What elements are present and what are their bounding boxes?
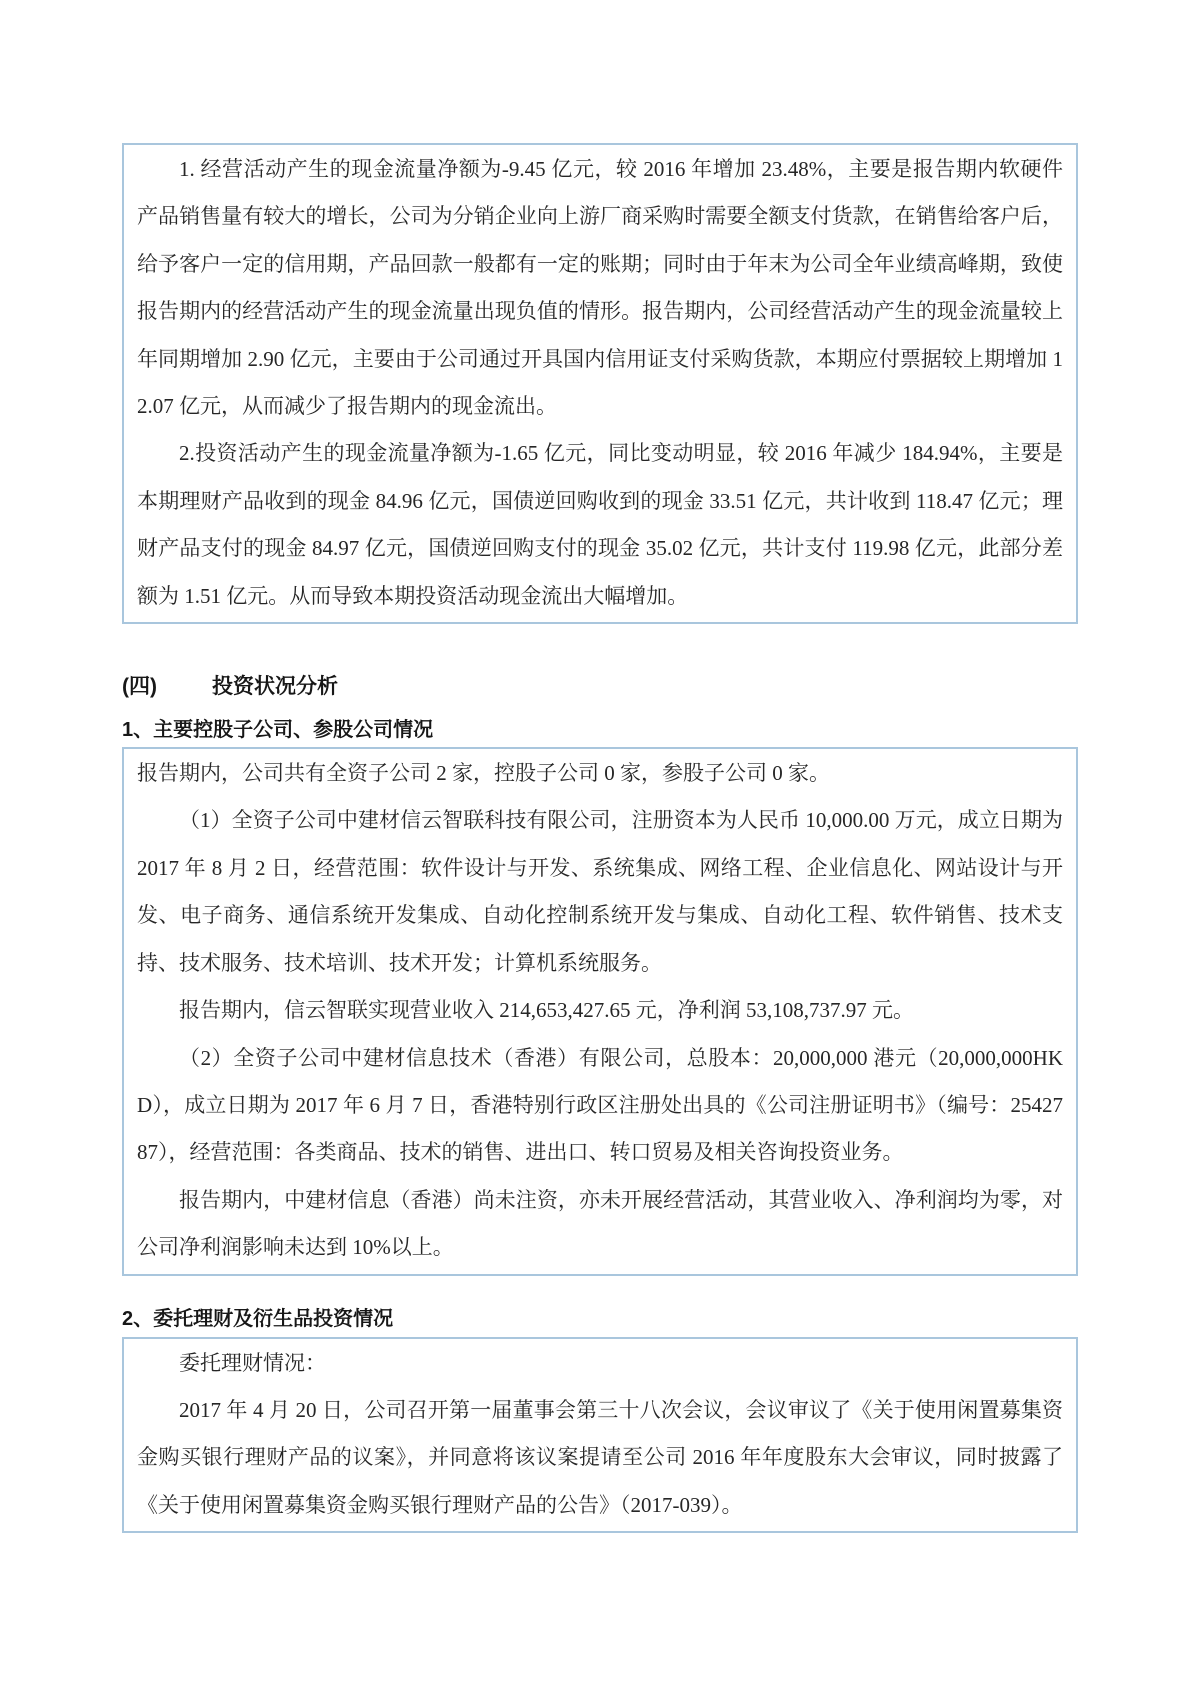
subsidiary-1-results-paragraph: 报告期内，信云智联实现营业收入 214,653,427.65 元，净利润 53,108,737.97 元。 [179, 998, 914, 1023]
operating-cash-flow-paragraph: 1. 经营活动产生的现金流量净额为-9.45 亿元，较 2016 年增加 23.48%，主要是报告期内软硬件产品销售量有较大的增长，公司为分销企业向上游厂商采购时需要全额支付货款，在销售给客户后，给予客户一定的信用期，产品回款一般都有一定的账期；同时由于年末为公司全年业绩高峰期，致使报告期内的经营活动产生的现金流量出现负值的情形。报告期内，公司经营活动产生的现金流量较上年同期增加 2.90 亿元，主要由于公司通过开具国内信用证支付采购货款，本期应付票据较上期增加 12.07 亿元，从而减少了报告期内的现金流出。 [137, 157, 1063, 419]
subheading-entrusted-wealth-management: 2、委托理财及衍生品投资情况 [122, 1307, 394, 1330]
entrusted-board-meeting-paragraph: 2017 年 4 月 20 日，公司召开第一届董事会第三十八次会议，会议审议了《关于使用闲置募集资金购买银行理财产品的议案》，并同意将该议案提请至公司 2016 年年度股东大会审议，同时披露了《关于使用闲置募集资金购买银行理财产品的公告》（2017-039）。 [137, 1397, 1063, 1517]
section-title: 投资状况分析 [212, 675, 338, 699]
subsidiary-2-description-paragraph: （2）全资子公司中建材信息技术（香港）有限公司，总股本：20,000,000 港元（20,000,000HKD），成立日期为 2017 年 6 月 7 日，香港特别行政区注册处出具的《公司注册证明书》（编号：2542787），经营范围：各类商品、技术的销售、进出口、转口贸易及相关咨询投资业务。 [137, 1045, 1063, 1165]
subsidiary-2-results-paragraph: 报告期内，中建材信息（香港）尚未注资，亦未开展经营活动，其营业收入、净利润均为零，对公司净利润影响未达到 10%以上。 [137, 1187, 1063, 1260]
section-number: (四) [122, 675, 157, 699]
entrusted-wealth-management-box [122, 1337, 1078, 1534]
subsidiary-1-description-paragraph: （1）全资子公司中建材信云智联科技有限公司，注册资本为人民币 10,000.00 万元，成立日期为 2017 年 8 月 2 日，经营范围：软件设计与开发、系统集成、网络工程、企业信息化、网站设计与开发、电子商务、通信系统开发集成、自动化控制系统开发与集成、自动化工程、软件销售、技术支持、技术服务、技术培训、技术开发；计算机系统服务。 [137, 808, 1063, 975]
cash-flow-analysis-box [122, 143, 1078, 624]
entrusted-intro-paragraph: 委托理财情况： [179, 1350, 326, 1375]
subsidiaries-overview-paragraph: 报告期内，公司共有全资子公司 2 家，控股子公司 0 家，参股子公司 0 家。 [137, 761, 830, 786]
section-heading-investment-analysis [122, 674, 1078, 700]
subheading-major-subsidiaries: 1、主要控股子公司、参股公司情况 [122, 719, 434, 742]
subsidiaries-box [122, 747, 1078, 1275]
investing-cash-flow-paragraph: 2.投资活动产生的现金流量净额为-1.65 亿元，同比变动明显，较 2016 年减少 184.94%，主要是本期理财产品收到的现金 84.96 亿元，国债逆回购收到的现金 33.51 亿元，共计收到 118.47 亿元；理财产品支付的现金 84.97 亿元，国债逆回购支付的现金 35.02 亿元，共计支付 119.98 亿元，此部分差额为 1.51 亿元。从而导致本期投资活动现金流出大幅增加。 [137, 441, 1063, 608]
